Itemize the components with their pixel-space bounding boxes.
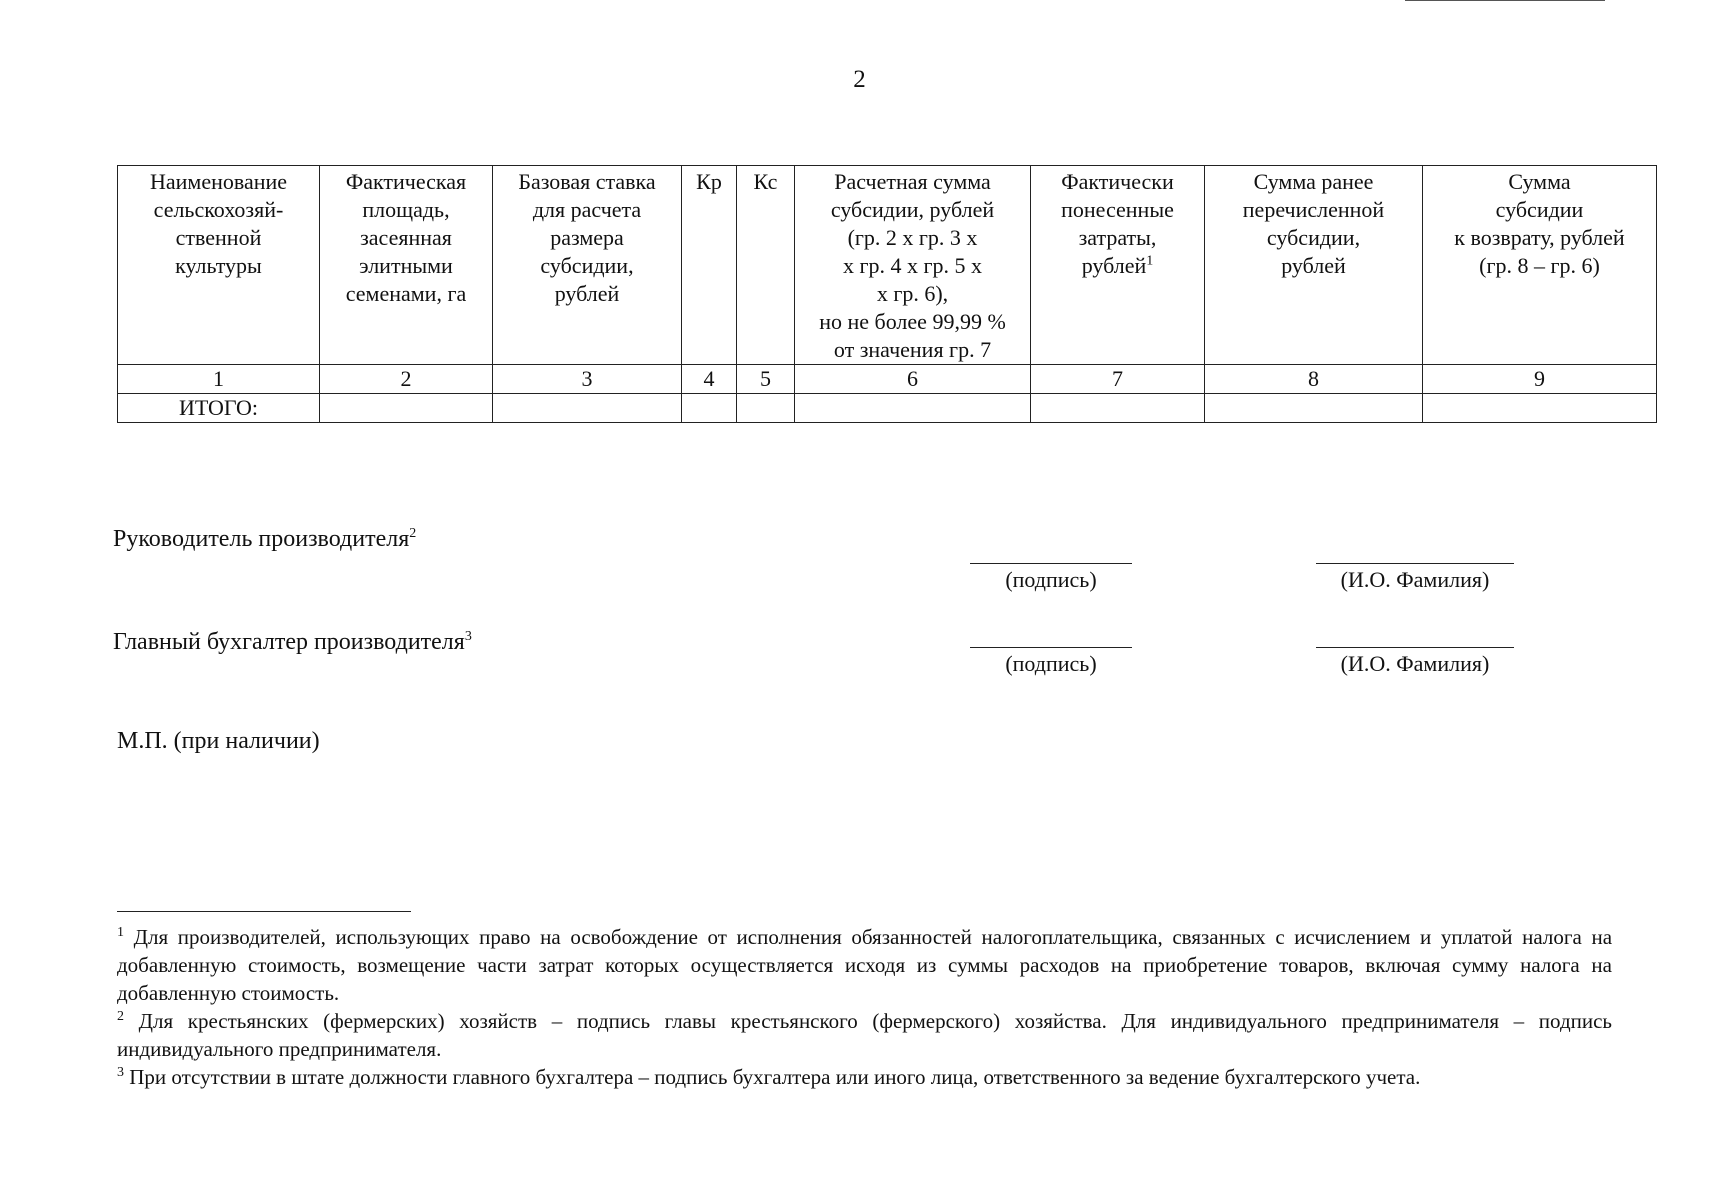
header-cell [1423,166,1657,365]
footnote-2: $^2$ Для крестьянских (фермерских) хозяйств – подпись главы крестьянского (фермерского) хозяйства. Для индивидуального предпринимателя – подпись индивидуального предпринимателя. [117,1009,1612,1061]
column-number: 8 [1205,365,1423,394]
accountant-name-caption: (И.О. Фамилия) [1340,651,1490,676]
column-number: 9 [1423,365,1657,394]
head-name-line [1316,563,1514,564]
header-line: семенами, га [345,281,467,306]
header-line: от значения гр. 7 [833,337,992,362]
accountant-signature-line [970,647,1132,648]
footnote-1: $^1$ Для производителей, использующих право на освобождение от исполнения обязанностей налогоплательщика, связанных с исчислением и уплатой налога на добавленную стоимость, возмещение части затрат которых осуществляется исходя из суммы расходов на приобретение товаров, включая сумму налога на добавленную стоимость. [117,925,1613,1005]
total-cell [493,394,682,423]
header-line: Кс [753,169,778,194]
column-number: 4 [682,365,737,394]
header-cell [118,166,320,365]
header-row [118,166,1657,365]
column-number: 2 [320,365,493,394]
header-line: ственной [175,225,262,250]
header-line: к возврату, рублей [1454,225,1625,250]
column-number: 6 [795,365,1031,394]
header-line: субсидии [1495,197,1584,222]
total-cell [682,394,737,423]
total-cell [795,394,1031,423]
footnote-3: $^3$ При отсутствии в штате должности главного бухгалтера – подпись бухгалтера или иного лица, ответственного за ведение бухгалтерского учета. [117,1065,1421,1089]
total-cell [1205,394,1423,423]
header-line: элитными [359,253,453,278]
header-line: Расчетная сумма [834,169,991,194]
header-line: понесенные [1061,197,1174,222]
header-line: рублей [1081,253,1147,278]
total-cell [320,394,493,423]
top-corner-rule [1405,0,1605,1]
header-line: (гр. 2 х гр. 3 х [847,225,978,250]
header-line: но не более 99,99 % [819,309,1006,334]
total-cell [1031,394,1205,423]
header-line: Фактическая [345,169,467,194]
header-line: х гр. 6), [876,281,949,306]
total-label: ИТОГО: [118,394,320,423]
header-cell [493,166,682,365]
accountant-name-line [1316,647,1514,648]
header-cell [737,166,795,365]
header-cell [1031,166,1205,365]
header-cell [320,166,493,365]
header-line: субсидии, рублей [830,197,995,222]
header-line-with-ref [1035,252,1200,280]
header-line: засеянная [360,225,452,250]
total-row [118,394,1657,423]
header-line: перечисленной [1242,197,1385,222]
header-line: сельскохозяй- [153,197,284,222]
column-number: 3 [493,365,682,394]
header-line: рублей [1281,253,1346,278]
header-line: затраты, [1078,225,1157,250]
page-number: 2 [853,66,866,93]
header-line: Сумма ранее [1253,169,1374,194]
header-line: Фактически [1061,169,1174,194]
footnote-ref: 1 [1146,253,1154,269]
header-line: площадь, [362,197,450,222]
accountant-signature-label: Главный бухгалтер производителя$^3$ [113,629,472,655]
accountant-signature-caption: (подпись) [1005,651,1097,676]
footnote-separator [117,911,411,912]
head-signature-label: Руководитель производителя$^2$ [113,526,417,552]
footnotes [117,923,1612,1091]
column-number: 5 [737,365,795,394]
column-number: 7 [1031,365,1205,394]
header-line: для расчета [532,197,642,222]
header-line: Наименование [149,169,288,194]
header-line: культуры [175,253,262,278]
header-cell [795,166,1031,365]
header-line: рублей [554,281,620,306]
stamp-label: М.П. (при наличии) [117,728,320,754]
total-cell [1423,394,1657,423]
header-line: субсидии, [540,253,634,278]
column-number-row [118,365,1657,394]
head-signature-line [970,563,1132,564]
header-line: размера [550,225,624,250]
header-line: Кр [696,169,722,194]
header-line: Сумма [1508,169,1571,194]
head-name-caption: (И.О. Фамилия) [1340,567,1490,592]
header-line: х гр. 4 х гр. 5 х [842,253,983,278]
head-signature-caption: (подпись) [1005,567,1097,592]
column-number: 1 [118,365,320,394]
header-cell [1205,166,1423,365]
subsidy-calculation-table [117,165,1657,423]
total-cell [737,394,795,423]
header-cell [682,166,737,365]
header-line: Базовая ставка [518,169,656,194]
header-line: субсидии, [1266,225,1361,250]
header-line: (гр. 8 – гр. 6) [1479,253,1600,278]
